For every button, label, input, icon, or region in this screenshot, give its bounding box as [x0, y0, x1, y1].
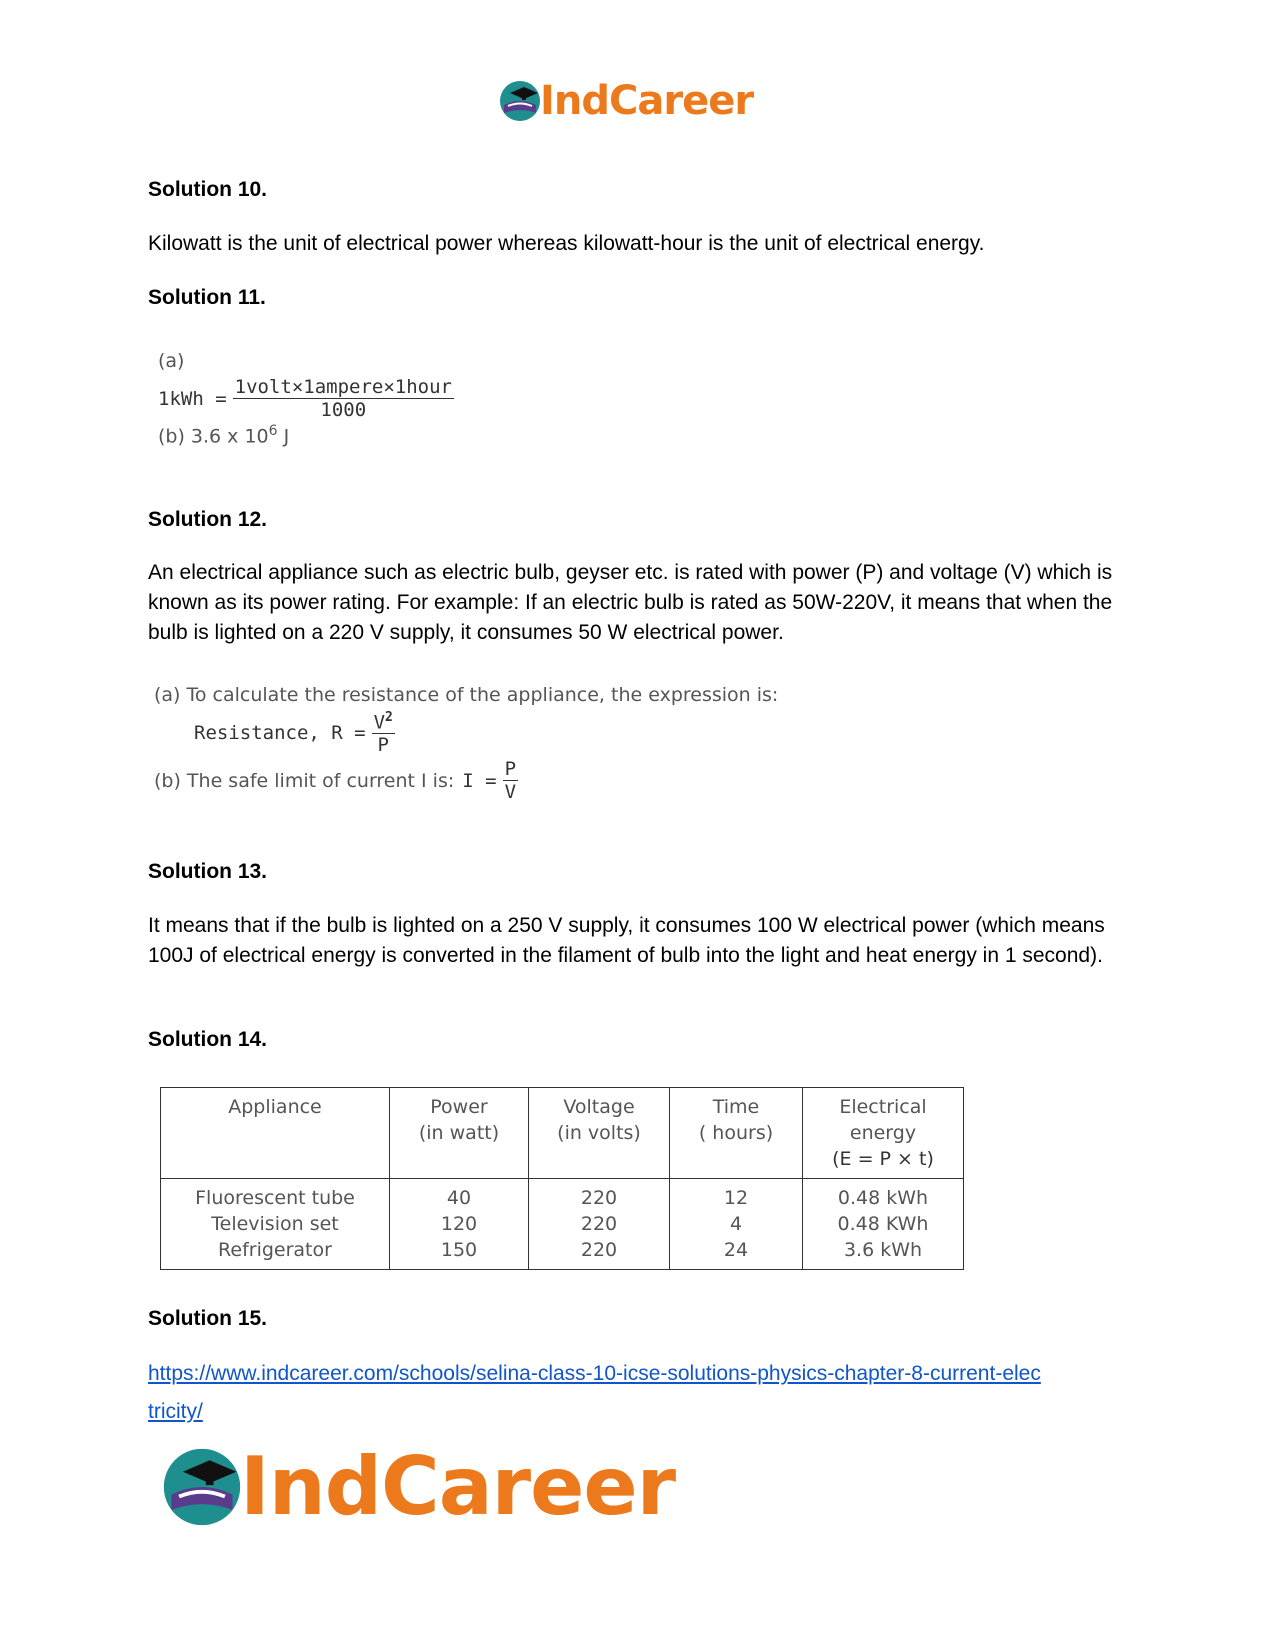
time-column	[670, 1179, 803, 1270]
energy-column	[803, 1179, 964, 1270]
appliance-column	[161, 1179, 390, 1270]
header-voltage	[529, 1088, 670, 1179]
solution-link[interactable]	[148, 1362, 1041, 1423]
resistance-denominator: P	[377, 734, 389, 757]
header-line: Appliance	[228, 1096, 322, 1118]
logo-text: IndCareer	[540, 78, 754, 124]
header-time	[670, 1088, 803, 1179]
solution-13-heading: Solution 13.	[148, 860, 268, 883]
table-cell: 120	[440, 1213, 478, 1235]
table-cell: 0.48 KWh	[837, 1213, 929, 1235]
kwh-fraction	[233, 376, 454, 421]
resistance-label: Resistance, R =	[194, 722, 366, 745]
solution-11-math	[158, 350, 454, 447]
header-line: energy	[849, 1122, 917, 1144]
table-cell: 40	[446, 1187, 472, 1209]
table-cell: 12	[723, 1187, 749, 1209]
graduation-book-icon	[160, 1445, 244, 1529]
graduation-book-icon	[498, 79, 542, 123]
table-cell: 220	[580, 1213, 618, 1235]
solution-12-heading: Solution 12.	[148, 508, 268, 531]
header-line: ( hours)	[698, 1122, 774, 1144]
header-line: Power	[430, 1096, 488, 1118]
kwh-equation	[158, 376, 454, 421]
header-line: Time	[712, 1096, 760, 1118]
table-cell: Television set	[211, 1213, 339, 1235]
table-cell: 220	[580, 1239, 618, 1261]
header-logo	[498, 78, 753, 124]
part-b-value: (b) 3.6 x 10	[158, 425, 269, 448]
solution-14-heading: Solution 14.	[148, 1028, 268, 1051]
table-cell: 24	[723, 1239, 749, 1261]
header-line: Voltage	[563, 1096, 635, 1118]
solution-12-math	[154, 684, 778, 803]
solution-15-link-block	[148, 1356, 1148, 1432]
resistance-numerator	[372, 710, 395, 734]
header-line: (in watt)	[418, 1122, 500, 1144]
solution-10-heading: Solution 10.	[148, 178, 268, 201]
header-power	[390, 1088, 529, 1179]
current-denominator: V	[504, 781, 517, 804]
header-appliance	[161, 1088, 390, 1179]
resistance-numerator-exponent: 2	[385, 710, 393, 725]
voltage-column	[529, 1179, 670, 1270]
logo-text: IndCareer	[240, 1440, 676, 1533]
kwh-lhs: 1kWh =	[158, 387, 227, 410]
table-cell: Refrigerator	[218, 1239, 332, 1261]
part-b-text: (b) The safe limit of current I is:	[154, 769, 455, 792]
footer-logo	[160, 1440, 675, 1533]
table-cell: 4	[729, 1213, 743, 1235]
current-fraction	[503, 758, 518, 803]
current-limit	[154, 758, 778, 803]
resistance-equation	[194, 710, 778, 756]
part-a-label: (a)	[158, 350, 185, 372]
header-energy	[803, 1088, 964, 1179]
kwh-denominator: 1000	[320, 399, 367, 421]
power-column	[390, 1179, 529, 1270]
table-cell: 150	[440, 1239, 478, 1261]
link-line-1: https://www.indcareer.com/schools/selina-class-10-icse-solutions-physics-chapter-8-current-elec	[148, 1362, 1041, 1385]
table-body-row	[161, 1179, 964, 1270]
solution-15-heading: Solution 15.	[148, 1307, 268, 1330]
table-cell: Fluorescent tube	[195, 1187, 355, 1209]
solution-11-heading: Solution 11.	[148, 286, 266, 309]
resistance-fraction	[372, 710, 395, 756]
current-numerator: P	[504, 758, 517, 781]
link-line-2: tricity/	[148, 1400, 203, 1423]
header-line: Electrical	[839, 1096, 927, 1118]
table-cell: 0.48 kWh	[837, 1187, 929, 1209]
solution-13-text: It means that if the bulb is lighted on a 250 V supply, it consumes 100 W electrical power (which means 100J of electrical energy is converted in the filament of bulb into the light and heat energy in 1 second).	[148, 914, 1105, 967]
kwh-numerator: 1volt×1ampere×1hour	[234, 376, 452, 398]
resistance-numerator-base: V	[373, 711, 386, 734]
solution-12-text: An electrical appliance such as electric bulb, geyser etc. is rated with power (P) and voltage (V) which is known as its power rating. For example: If an electric bulb is rated as 50W-220V, it means that when the bulb is lighted on a 220 V supply, it consumes 50 W electrical power.	[148, 561, 1113, 644]
part-b-unit: J	[277, 425, 290, 448]
table-header-row	[161, 1088, 964, 1179]
table-cell: 220	[580, 1187, 618, 1209]
solution-10-text: Kilowatt is the unit of electrical power whereas kilowatt-hour is the unit of electrical energy.	[148, 232, 985, 255]
current-label: I =	[462, 769, 497, 792]
part-a-text: (a) To calculate the resistance of the appliance, the expression is:	[154, 684, 779, 706]
part-b-answer	[158, 423, 454, 447]
part-b-exponent: 6	[268, 423, 278, 439]
energy-table	[160, 1087, 964, 1270]
header-line: (E = P × t)	[832, 1148, 934, 1170]
table-cell: 3.6 kWh	[843, 1239, 923, 1261]
header-line: (in volts)	[557, 1122, 641, 1144]
